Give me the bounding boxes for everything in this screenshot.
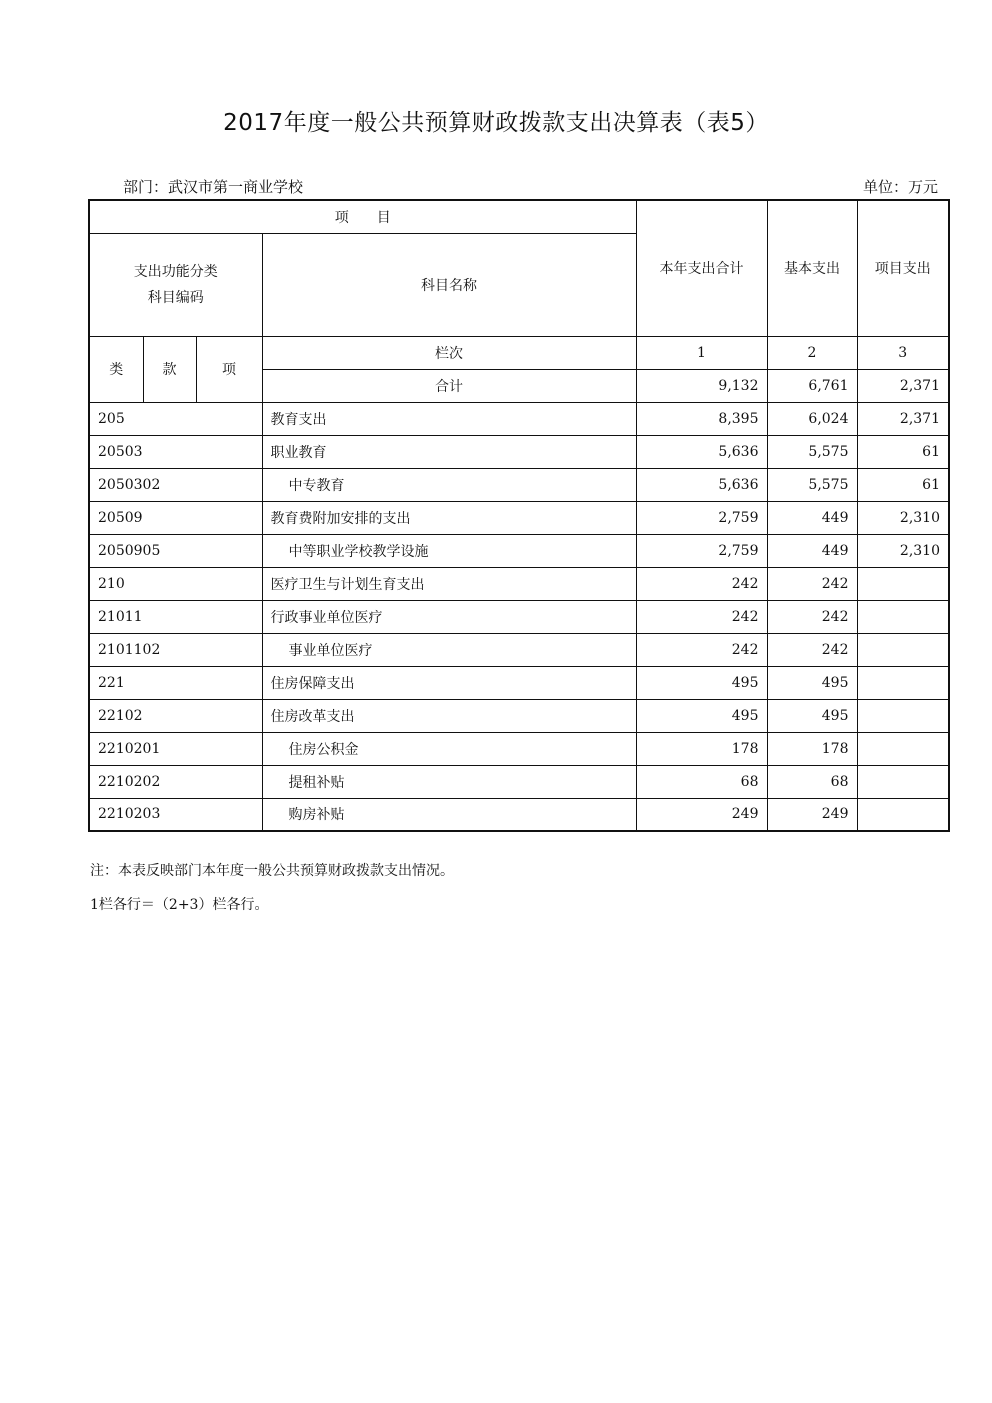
row-basic: 6,024	[767, 402, 857, 435]
row-basic: 249	[767, 798, 857, 831]
table-row	[89, 468, 949, 501]
row-code: 20509	[89, 501, 262, 534]
total-label: 合计	[262, 369, 636, 402]
row-code: 205	[89, 402, 262, 435]
header-subject-name: 科目名称	[262, 233, 636, 336]
row-basic: 68	[767, 765, 857, 798]
row-project	[857, 699, 949, 732]
table-row	[89, 798, 949, 831]
lanci-2: 2	[767, 336, 857, 369]
row-basic: 178	[767, 732, 857, 765]
row-basic: 495	[767, 699, 857, 732]
header-col-basic: 基本支出	[767, 200, 857, 336]
row-name: 行政事业单位医疗	[262, 600, 636, 633]
table-row	[89, 765, 949, 798]
row-total: 242	[636, 600, 767, 633]
page-title: 2017年度一般公共预算财政拨款支出决算表（表5）	[223, 110, 769, 136]
row-project	[857, 633, 949, 666]
row-project	[857, 798, 949, 831]
row-project: 2,371	[857, 402, 949, 435]
row-basic: 5,575	[767, 435, 857, 468]
row-total: 495	[636, 699, 767, 732]
header-lei: 类	[89, 336, 143, 402]
row-basic: 242	[767, 600, 857, 633]
row-total: 178	[636, 732, 767, 765]
row-total: 2,759	[636, 501, 767, 534]
row-basic: 449	[767, 534, 857, 567]
row-total: 5,636	[636, 435, 767, 468]
department-label: 部门：武汉市第一商业学校	[123, 178, 304, 196]
row-total: 8,395	[636, 402, 767, 435]
row-name: 购房补贴	[262, 798, 636, 831]
header-item: 项 目	[89, 200, 636, 233]
row-total: 242	[636, 633, 767, 666]
header-kuan: 款	[143, 336, 196, 402]
header-func-code	[89, 233, 262, 336]
row-basic: 495	[767, 666, 857, 699]
table-row	[89, 402, 949, 435]
row-name: 住房保障支出	[262, 666, 636, 699]
row-basic: 5,575	[767, 468, 857, 501]
lanci-label: 栏次	[262, 336, 636, 369]
row-project	[857, 567, 949, 600]
row-basic: 242	[767, 567, 857, 600]
row-code: 22102	[89, 699, 262, 732]
row-project: 2,310	[857, 534, 949, 567]
header-xiang: 项	[196, 336, 262, 402]
row-code: 21011	[89, 600, 262, 633]
table-row	[89, 435, 949, 468]
table-row	[89, 534, 949, 567]
total-basic: 6,761	[767, 369, 857, 402]
budget-table	[88, 199, 950, 832]
lanci-3: 3	[857, 336, 949, 369]
row-code: 221	[89, 666, 262, 699]
lanci-1: 1	[636, 336, 767, 369]
row-project: 2,310	[857, 501, 949, 534]
footnote-2: 1栏各行＝（2+3）栏各行。	[90, 897, 269, 913]
row-code: 2210203	[89, 798, 262, 831]
row-total: 242	[636, 567, 767, 600]
table-row	[89, 600, 949, 633]
header-col-project: 项目支出	[857, 200, 949, 336]
unit-label: 单位：万元	[862, 178, 938, 196]
row-name: 中专教育	[262, 468, 636, 501]
table-row	[89, 501, 949, 534]
table-row	[89, 666, 949, 699]
table-row	[89, 633, 949, 666]
row-total: 495	[636, 666, 767, 699]
table-row	[89, 732, 949, 765]
row-name: 医疗卫生与计划生育支出	[262, 567, 636, 600]
total-sum: 9,132	[636, 369, 767, 402]
table-row	[89, 699, 949, 732]
lanci-row	[89, 336, 949, 369]
row-name: 提租补贴	[262, 765, 636, 798]
row-name: 中等职业学校教学设施	[262, 534, 636, 567]
row-code: 210	[89, 567, 262, 600]
row-code: 2050905	[89, 534, 262, 567]
row-project: 61	[857, 435, 949, 468]
row-code: 2210201	[89, 732, 262, 765]
row-project	[857, 600, 949, 633]
row-name: 住房公积金	[262, 732, 636, 765]
row-code: 2050302	[89, 468, 262, 501]
header-row-item	[89, 200, 949, 233]
row-name: 职业教育	[262, 435, 636, 468]
row-project	[857, 732, 949, 765]
row-code: 2101102	[89, 633, 262, 666]
row-code: 2210202	[89, 765, 262, 798]
row-project: 61	[857, 468, 949, 501]
row-total: 249	[636, 798, 767, 831]
row-basic: 242	[767, 633, 857, 666]
row-total: 2,759	[636, 534, 767, 567]
row-total: 5,636	[636, 468, 767, 501]
row-basic: 449	[767, 501, 857, 534]
row-total: 68	[636, 765, 767, 798]
row-project	[857, 765, 949, 798]
row-name: 事业单位医疗	[262, 633, 636, 666]
row-name: 教育费附加安排的支出	[262, 501, 636, 534]
row-name: 教育支出	[262, 402, 636, 435]
footnote-1: 注：本表反映部门本年度一般公共预算财政拨款支出情况。	[90, 863, 454, 879]
header-col-total: 本年支出合计	[636, 200, 767, 336]
row-project	[857, 666, 949, 699]
header-func-code-line1: 支出功能分类	[133, 263, 218, 280]
table-row	[89, 567, 949, 600]
row-name: 住房改革支出	[262, 699, 636, 732]
header-func-code-line2: 科目编码	[147, 289, 204, 306]
total-project: 2,371	[857, 369, 949, 402]
row-code: 20503	[89, 435, 262, 468]
